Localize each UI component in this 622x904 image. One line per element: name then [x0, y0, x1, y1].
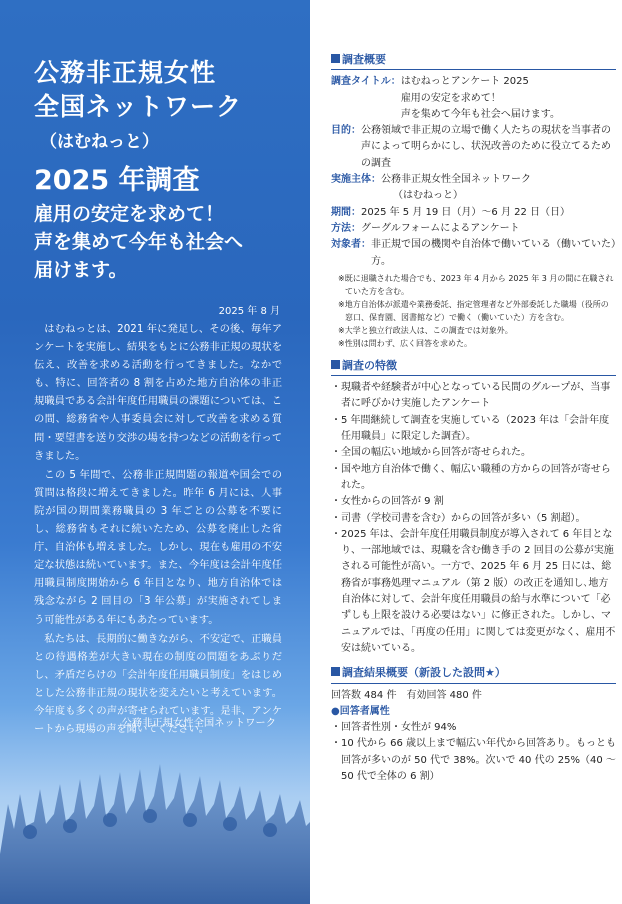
results-list — [331, 720, 616, 785]
field-value: 公務領域で非正規の立場で働く人たちの現状を当事者の声によって明らかにし、状況改善のために役立てるための調査 — [361, 125, 611, 169]
field-method — [331, 221, 616, 237]
slogan — [34, 200, 304, 284]
summary-panel — [331, 52, 616, 785]
note-item: ※大学と独立行政法人は、この調査では対象外。 — [338, 325, 513, 335]
list-item: ・10 代から 66 歳以上まで幅広い年代から回答あり。もっとも回答が多いのが 50 代で 38%。次いで 40 代の 25%（40 ～ 50 代で全体の 6 割） — [331, 738, 616, 782]
field-value: 2025 年 5 月 19 日（月）～6 月 22 日（日） — [361, 206, 571, 218]
intro-text — [34, 320, 282, 739]
slogan-line: 届けます。 — [34, 259, 128, 281]
field-label: 実施主体： — [331, 174, 381, 186]
field-organizer — [331, 172, 616, 205]
section-heading-results: 調査結果概要（新設した設問★） — [331, 665, 616, 683]
section-heading-overview: 調査概要 — [331, 52, 616, 70]
list-item: ・回答者性別・女性が 94% — [331, 722, 457, 734]
list-item: ・司書（学校司書を含む）からの回答が多い（5 割超）。 — [331, 512, 586, 524]
intro-paragraph: はむねっとは、2021 年に発足し、その後、毎年アンケートを実施し、結果をもとに公務非正規の現状を伝え、改善を求める活動を行ってきました。なかでも、特に、回答者の 8 割を占めた地方自治体の非正規職員である会計年度任用職員の課題については、この間、総務省や人事委員会に対して改善を求める質問・要望書を送り交渉の場を持つなどの活動を行ってきました。 — [34, 323, 282, 462]
field-value: はむねっとアンケート 2025 雇用の安定を求めて！ 声を集めて今年も社会へ届けます。 — [400, 76, 561, 120]
field-value: 非正規で国の機関や自治体で働いている（働いていた）方。 — [371, 239, 616, 267]
list-item: ・女性からの回答が 9 割 — [331, 496, 444, 508]
list-item: ・全国の幅広い地域から回答が寄せられた。 — [331, 447, 531, 459]
intro-paragraph: 私たちは、長期的に働きながら、不安定で、正職員との待遇格差が大きい現在の制度の問題をあぶりだし、矛盾だらけの「会計年度任用職員制度」をはじめとした公務非正規の現状を変えたいと考えています。今年度も多くの声が寄せられています。是非、アンケートから現場の声を聞いてください。 — [34, 632, 282, 736]
field-label: 期間： — [331, 206, 361, 218]
field-title — [331, 74, 616, 123]
slogan-line: 雇用の安定を求めて！ — [34, 203, 225, 225]
square-bullet-icon — [331, 54, 340, 63]
intro-paragraph: この 5 年間で、公務非正規問題の報道や国会での質問は格段に増えてきました。昨年 6 月には、人事院が国の期間業務職員の 3 年ごとの公募を不要にし、総務省もそれに続いたため、公募を廃止した省庁、自治体も増えました。しかし、現在も雇用の不安定な状態は続いています。また、今年度は会計年度任用職員制度開始から 6 年目となり、地方自治体では残念ながら 2 回目の「3 年公募」が実施されてしまう可能性がある年にもあたっています。 — [34, 468, 282, 626]
note-item: ※性別は問わず、広く回答を求めた。 — [338, 338, 473, 348]
response-counts: 回答数 484 件 有効回答 480 件 — [331, 689, 482, 701]
list-item: ・現職者や経験者が中心となっている民間のグループが、当事者に呼びかけ実施したアンケート — [331, 382, 611, 410]
crowd-silhouette-illustration — [0, 734, 310, 904]
field-label: 調査タイトル： — [331, 76, 401, 88]
field-purpose — [331, 123, 616, 172]
respondent-attributes-heading: ●回答者属性 — [331, 705, 390, 717]
org-nickname: （はむねっと） — [40, 132, 159, 152]
list-item: ・国や地方自治体で働く、幅広い職種の方からの回答が寄せられた。 — [331, 463, 611, 491]
notes — [331, 272, 616, 350]
cover-panel — [0, 0, 310, 904]
list-item: ・5 年間継続して調査を実施している（2023 年は「会計年度任用職員」に限定した調査）。 — [331, 414, 610, 443]
org-title-line2: 全国ネットワーク — [34, 92, 243, 121]
signature: 公務非正規女性全国ネットワーク — [121, 717, 276, 729]
square-bullet-icon — [331, 360, 340, 369]
note-item: ※既に退職された場合でも、2023 年 4 月から 2025 年 3 月の間に在職されていた方を含む。 — [338, 273, 614, 296]
list-item: ・2025 年は、会計年度任用職員制度が導入されて 6 年目となり、一部地域では、現職を含む働き手の 2 回目の公募が実施される可能性が高い。一方で、2025 年 6 月 25 日には、総務省が事務処理マニュアル（第 2 版）の改正を通知し､地方自治体に対して、会計年度任用職員の給与水準について「必ずしも上限を設ける必要はない」に修正された。しかし、マニュアルでは、「再度の任用」に関しては変更がなく、雇用不安は続いている。 — [331, 528, 616, 654]
field-label: 方法： — [331, 222, 361, 234]
field-target — [331, 237, 616, 270]
section-heading-features: 調査の特徴 — [331, 358, 616, 376]
field-label: 対象者： — [331, 239, 371, 251]
org-title-line1: 公務非正規女性 — [34, 58, 217, 87]
field-period — [331, 205, 616, 221]
features-list — [331, 380, 616, 657]
note-item: ※地方自治体が派遣や業務委託、指定管理者など外部委託した職場（役所の窓口、保育園、図書館など）で働く（働いていた）方を含む。 — [338, 299, 609, 322]
survey-year-title: 2025 年調査 — [34, 165, 200, 196]
issue-date: 2025 年 8 月 — [218, 306, 280, 317]
slogan-line: 声を集めて今年も社会へ — [34, 231, 244, 253]
field-value: 公務非正規女性全国ネットワーク （はむねっと） — [381, 174, 531, 202]
square-bullet-icon — [331, 667, 340, 676]
field-label: 目的： — [331, 125, 361, 137]
field-value: グーグルフォームによるアンケート — [361, 222, 520, 234]
